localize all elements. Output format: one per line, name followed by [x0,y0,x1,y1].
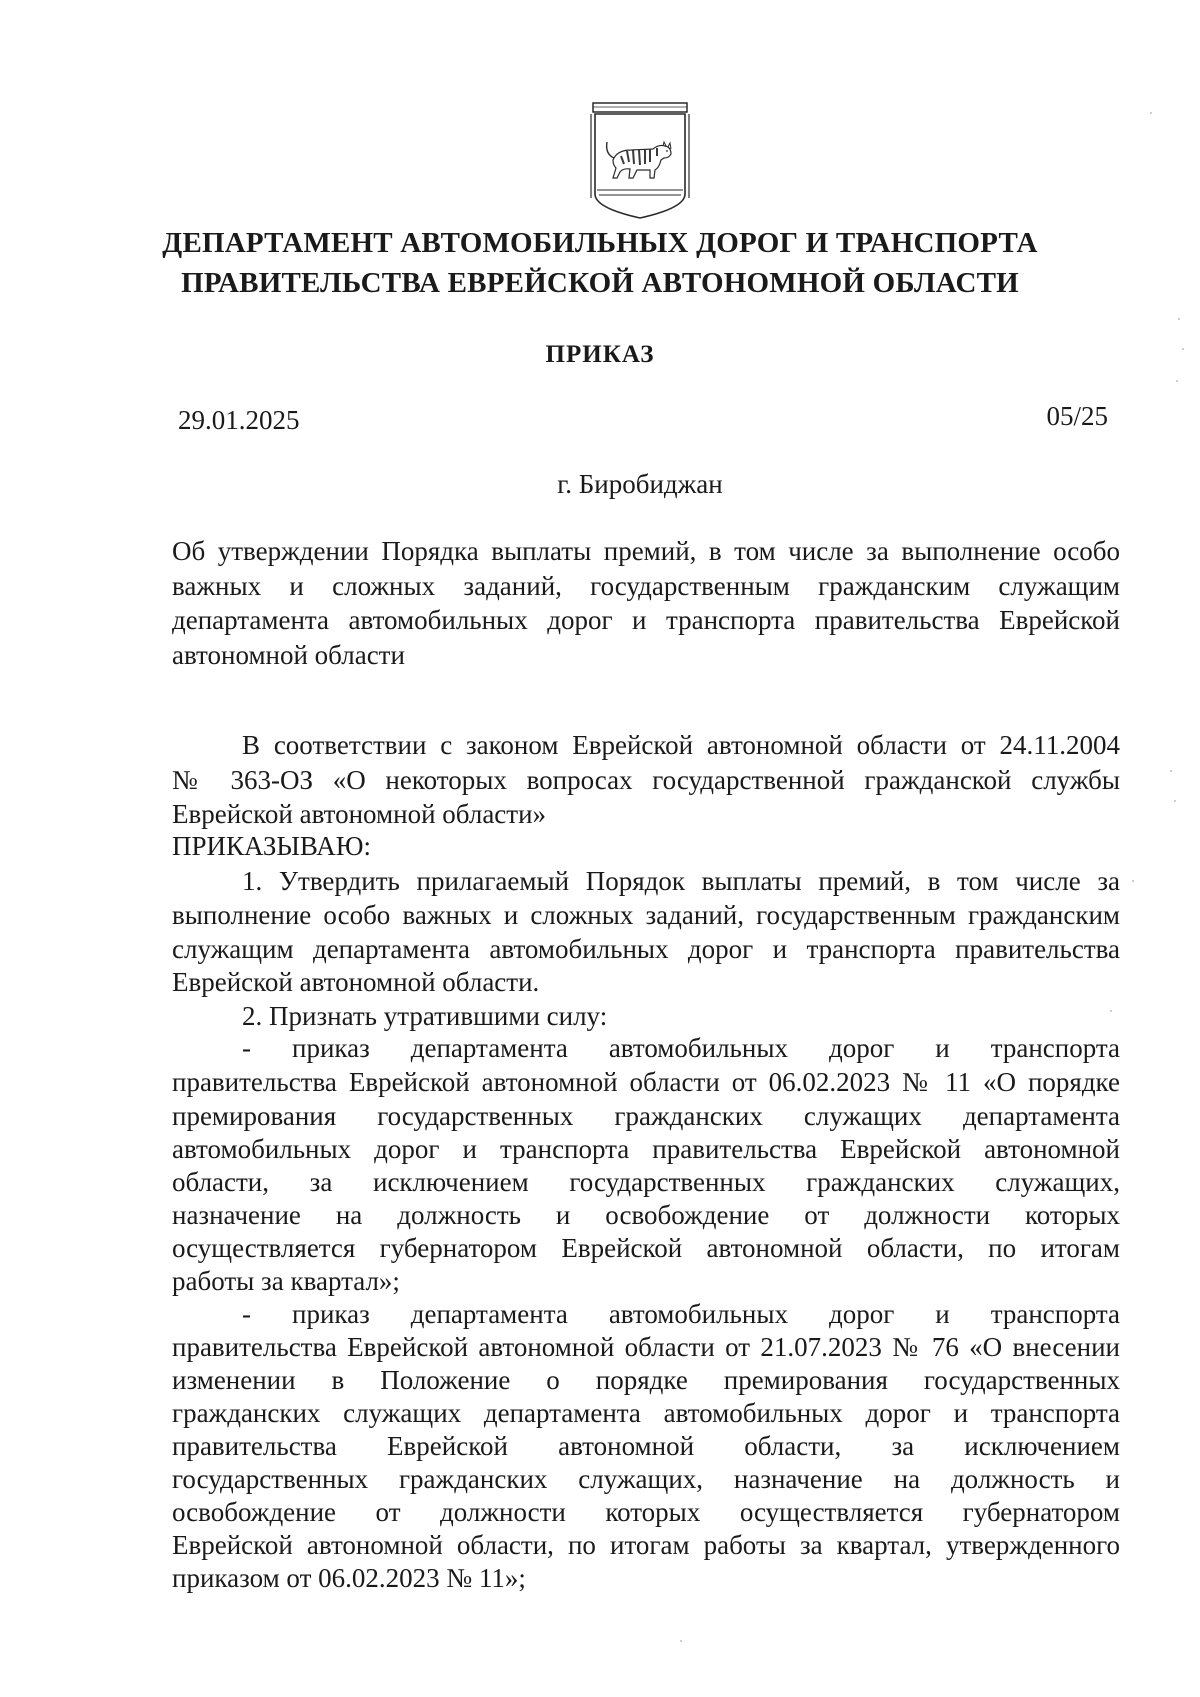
scan-speck [1150,112,1152,114]
org-title-line-2: ПРАВИТЕЛЬСТВА ЕВРЕЙСКОЙ АВТОНОМНОЙ ОБЛАСТИ [181,267,1019,299]
scan-speck [1132,880,1134,882]
body-line: выполнение особо важных и сложных заданий, государственным гражданским [172,900,1120,930]
scan-speck [1176,380,1178,382]
subject-line: автономной области [172,640,405,670]
document-type: ПРИКАЗ [545,341,655,368]
scan-speck [1182,348,1184,350]
body-line: № 363-ОЗ «О некоторых вопросах государственной гражданской службы [172,765,1120,795]
body-line: правительства Еврейской автономной области от 21.07.2023 № 76 «О внесении [172,1332,1120,1362]
scan-speck [1170,770,1172,772]
list-item: - приказ департамента автомобильных дорог и транспорта [242,1033,1120,1063]
document-number: 05/25 [1046,401,1108,431]
body-line: Еврейской автономной области. [172,967,540,997]
scan-speck [680,1640,682,1642]
body-line: 2. Признать утратившими силу: [242,1001,608,1031]
body-line: Еврейской автономной области, по итогам работы за квартал, утвержденного [172,1530,1120,1560]
body-line: правительства Еврейской автономной области, за исключением [172,1431,1120,1461]
body-line: автомобильных дорог и транспорта правительства Еврейской автономной [172,1134,1120,1164]
body-line: осуществляется губернатором Еврейской автономной области, по итогам [172,1233,1120,1263]
body-line: премирования государственных гражданских служащих департамента [172,1101,1120,1131]
body-line: государственных гражданских служащих, назначение на должность и [172,1464,1120,1494]
order-command: ПРИКАЗЫВАЮ: [172,831,371,861]
body-line: приказом от 06.02.2023 № 11»; [172,1563,526,1593]
tiger-coat-of-arms-icon [587,102,693,220]
body-line: гражданских служащих департамента автомобильных дорог и транспорта [172,1398,1120,1428]
body-line: работы за квартал»; [172,1266,400,1296]
subject-line: важных и сложных заданий, государственным гражданским служащим [172,571,1120,601]
subject-line: Об утверждении Порядка выплаты премий, в том числе за выполнение особо [172,536,1120,566]
body-line: 1. Утвердить прилагаемый Порядок выплаты премий, в том числе за [242,866,1120,896]
body-line: назначение на должность и освобождение от должности которых [172,1200,1120,1230]
document-date: 29.01.2025 [178,405,300,435]
scan-speck [1174,800,1176,802]
body-line: области, за исключением государственных гражданских служащих, [172,1167,1120,1197]
org-title-line-1: ДЕПАРТАМЕНТ АВТОМОБИЛЬНЫХ ДОРОГ И ТРАНСПОРТА [162,227,1038,259]
body-line: правительства Еврейской автономной области от 06.02.2023 № 11 «О порядке [172,1067,1120,1097]
body-line: В соответствии с законом Еврейской автономной области от 24.11.2004 [242,730,1120,760]
subject-line: департамента автомобильных дорог и транспорта правительства Еврейской [172,605,1120,635]
body-line: освобождение от должности которых осуществляется губернатором [172,1497,1120,1527]
list-item: - приказ департамента автомобильных дорог и транспорта [242,1299,1120,1329]
document-city: г. Биробиджан [557,469,723,499]
body-line: Еврейской автономной области» [172,799,547,829]
body-line: изменении в Положение о порядке премирования государственных [172,1365,1120,1395]
body-line: служащим департамента автомобильных дорог и транспорта правительства [172,934,1120,964]
scan-speck [1110,1010,1112,1012]
scan-speck [1178,318,1180,320]
